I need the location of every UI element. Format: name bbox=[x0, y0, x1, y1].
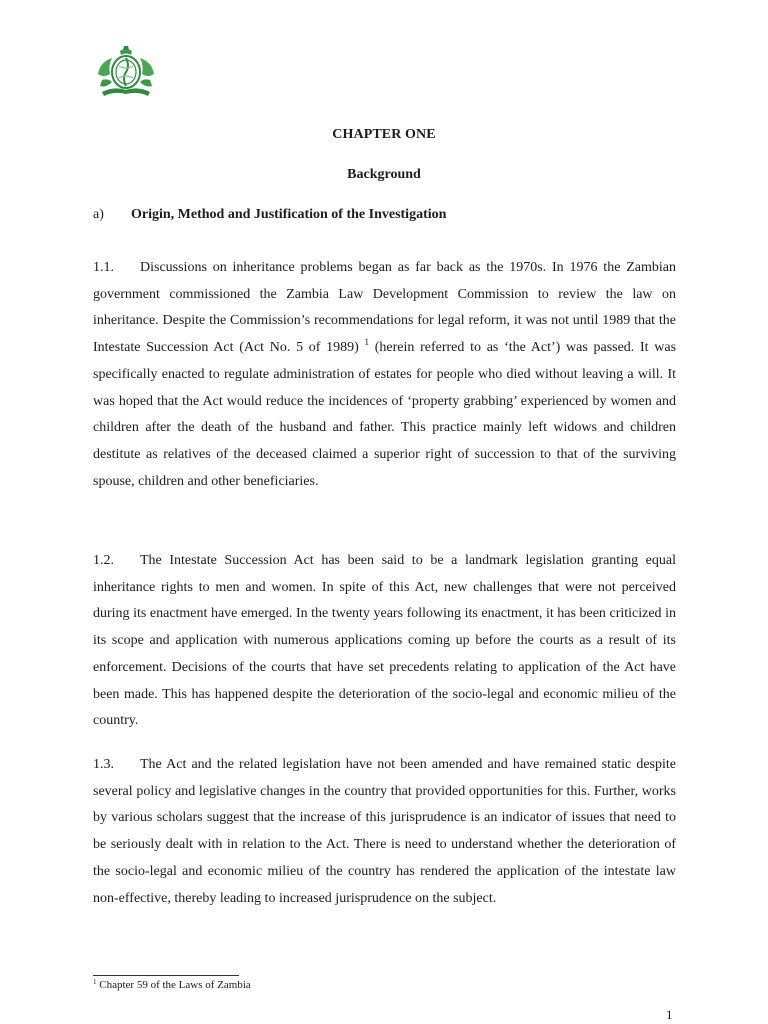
paragraph-text-continued: (herein referred to as ‘the Act’) was passed. It was specifically enacted to regulate administration of estates for people who died without leaving a will. It was hoped that the Act would reduce the incidences of ‘property grabbing’ experienced by women and children after the death of the husband and father. This practice mainly left widows and children destitute as relatives of the deceased claimed a superior right of succession to that of the surviving spouse, children and other beneficiaries. bbox=[93, 340, 677, 489]
subsection-marker: a) bbox=[93, 207, 104, 222]
paragraph-text: The Act and the related legislation have not been amended and have remained static despite several policy and legislative changes in the country that provided opportunities for this. Further, works by various scholars suggest that the increase of this jurisprudence is an indicator of issues that need to be seriously dealt with in relation to the Act. There is need to understand whether the deterioration of the socio-legal and economic milieu of the country has rendered the application of the intestate law non-effective, thereby leading to increased jurisprudence on the subject. bbox=[93, 757, 676, 906]
subsection-title: Origin, Method and Justification of the Investigation bbox=[131, 207, 447, 222]
paragraph-number: 1.3. bbox=[93, 757, 114, 772]
footnote-reference[interactable]: 1 bbox=[364, 337, 370, 348]
institution-crest-icon bbox=[94, 44, 158, 100]
footnote-marker: 1 bbox=[93, 978, 97, 986]
chapter-title: CHAPTER ONE bbox=[332, 127, 436, 142]
page-number: 1 bbox=[666, 1007, 673, 1022]
subsection-heading bbox=[93, 207, 446, 223]
paragraph-1-3 bbox=[93, 752, 676, 912]
footnote bbox=[93, 979, 251, 991]
paragraph-text: The Intestate Succession Act has been said to be a landmark legislation granting equal inheritance rights to men and women. In spite of this Act, new challenges that were not perceived during its enactment have emerged. In the twenty years following its enactment, it has been criticized in its scope and application with numerous applications coming up before the courts as a result of its enforcement. Decisions of the courts that have set precedents relating to application of the Act have been made. This has happened despite the deterioration of the socio-legal and economic milieu of the country. bbox=[93, 553, 676, 729]
section-title: Background bbox=[347, 167, 421, 182]
paragraph-1-2 bbox=[93, 548, 676, 735]
paragraph-text: Discussions on inheritance problems began as far back as the 1970s. In 1976 the Zambian government commissioned the Zambia Law Development Commission to review the law on inheritance. Despite the Commission’s recommendations for legal reform, it was not until 1989 that the Intestate Succession Act (Act No. 5 of 1989) bbox=[93, 260, 676, 356]
paragraph-number: 1.1. bbox=[93, 260, 114, 275]
paragraph-1-1 bbox=[93, 255, 676, 495]
footnote-text: Chapter 59 of the Laws of Zambia bbox=[99, 979, 251, 991]
paragraph-number: 1.2. bbox=[93, 553, 114, 568]
footnote-divider bbox=[93, 975, 239, 976]
